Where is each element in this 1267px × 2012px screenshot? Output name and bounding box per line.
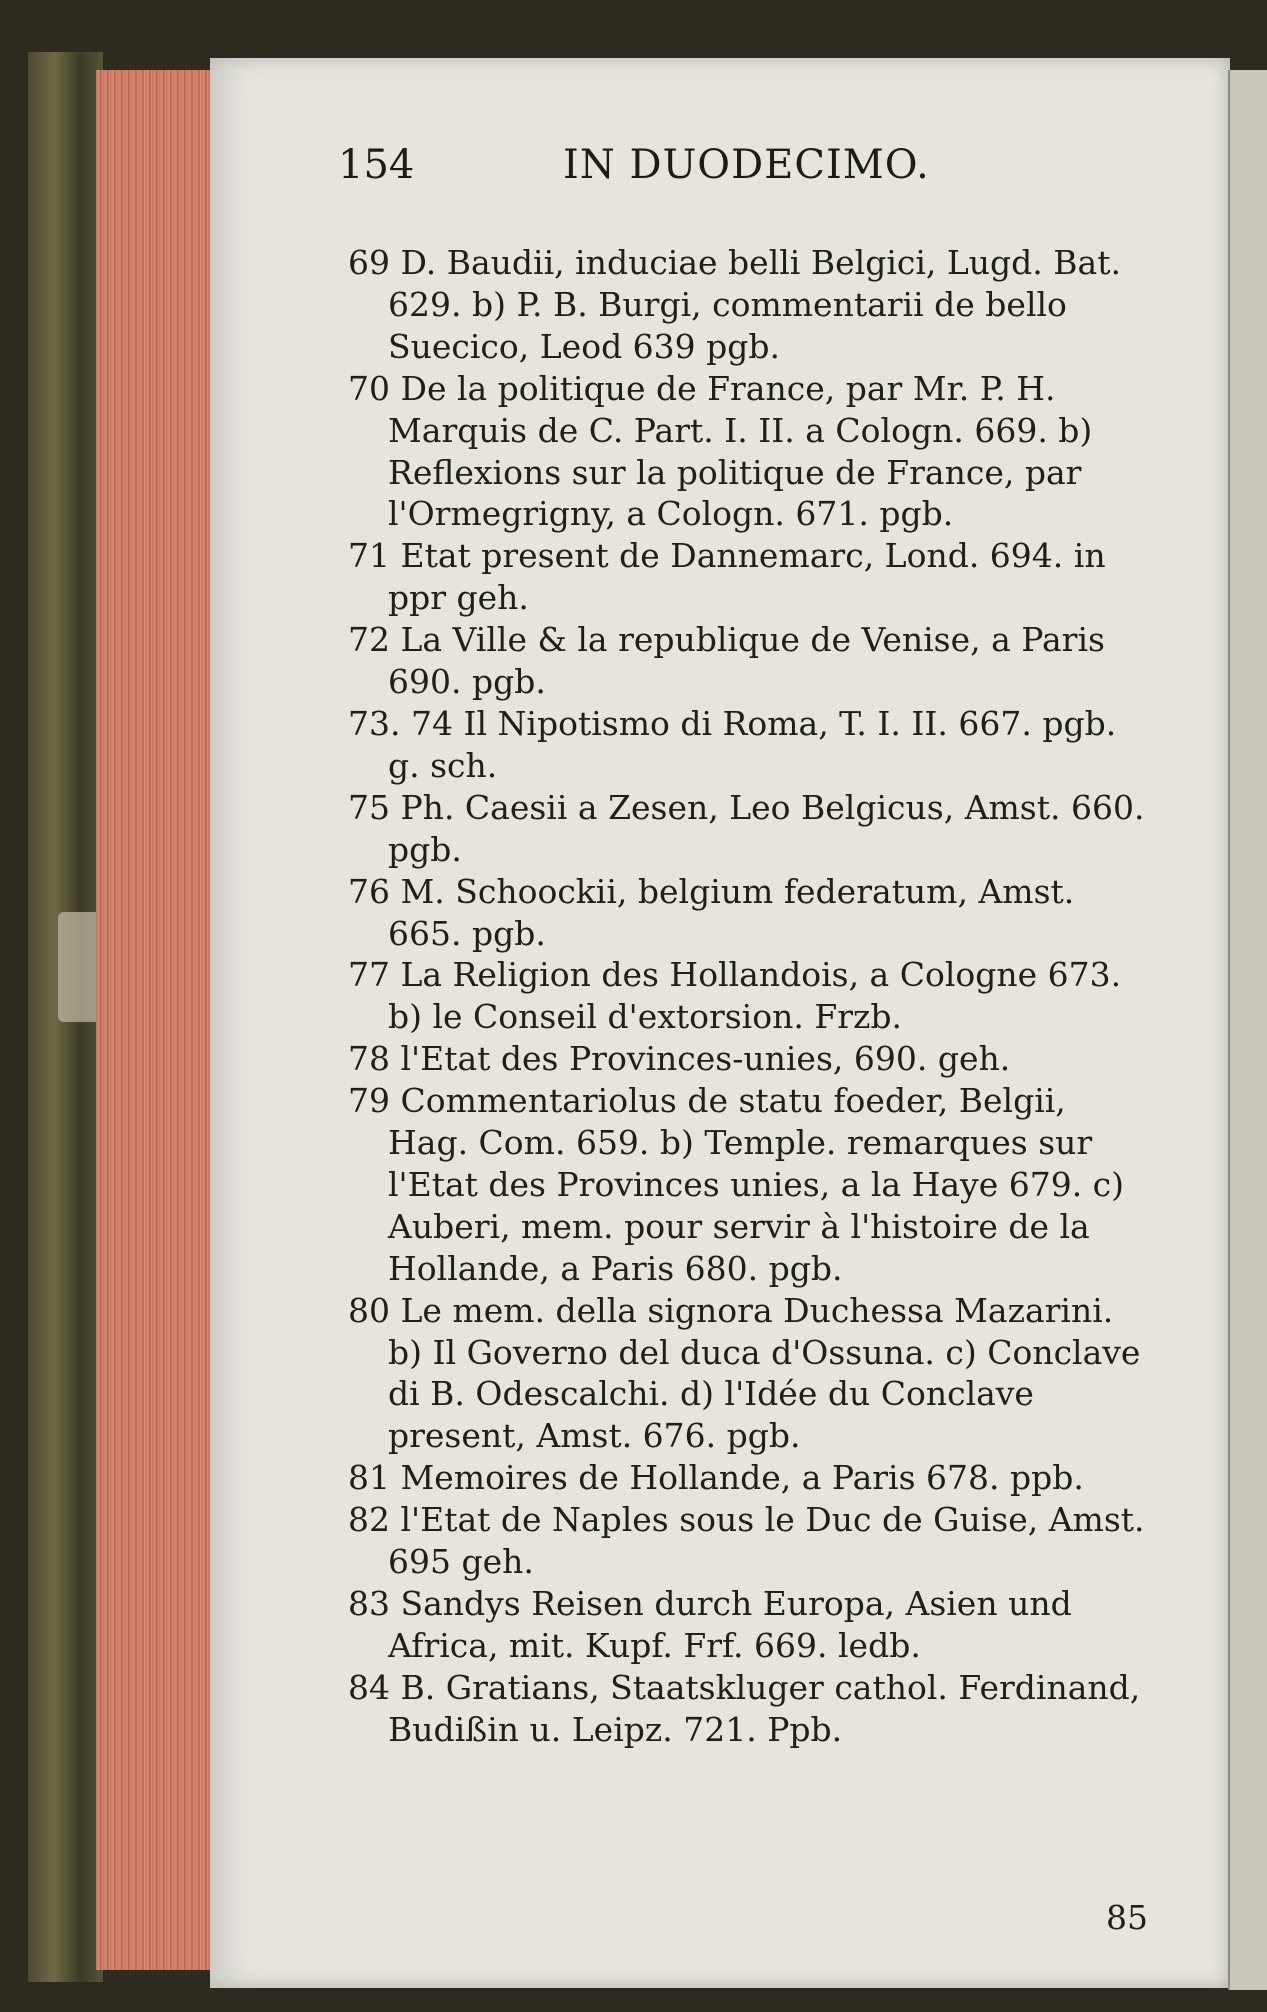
catalog-entry: 73. 74 Il Nipotismo di Roma, T. I. II. 667. pgb. g. sch.	[348, 703, 1117, 785]
catalog-entries	[348, 242, 1148, 1751]
catchword: 85	[1106, 1898, 1148, 1937]
catalog-entry: 79 Commentariolus de statu foeder, Belgii, Hag. Com. 659. b) Temple. remarques sur l'Etat des Provinces unies, a la Haye 679. c) Auberi, mem. pour servir à l'histoire de la Hollande, a Paris 680. pgb.	[348, 1081, 1125, 1288]
page-number: 154	[338, 142, 415, 188]
catalog-entry: 76 M. Schoockii, belgium federatum, Amst. 665. pgb.	[348, 871, 1075, 953]
running-title: IN DUODECIMO.	[563, 142, 930, 188]
catalog-entry: 82 l'Etat de Naples sous le Duc de Guise, Amst. 695 geh.	[348, 1500, 1145, 1582]
catalog-entry: 71 Etat present de Dannemarc, Lond. 694. in ppr geh.	[348, 536, 1106, 618]
catalog-entry: 77 La Religion des Hollandois, a Cologne 673. b) le Conseil d'extorsion. Frzb.	[348, 955, 1122, 1037]
catalog-entry: 81 Memoires de Hollande, a Paris 678. ppb.	[348, 1458, 1084, 1498]
facing-page-edge	[1228, 70, 1267, 1990]
page-edges	[96, 70, 211, 1970]
catalog-entry: 80 Le mem. della signora Duchessa Mazarini. b) Il Governo del duca d'Ossuna. c) Conclave di B. Odescalchi. d) l'Idée du Conclave present, Amst. 676. pgb.	[348, 1290, 1141, 1456]
catalog-entry: 78 l'Etat des Provinces-unies, 690. geh.	[348, 1039, 1011, 1079]
catalog-entry: 83 Sandys Reisen durch Europa, Asien und Africa, mit. Kupf. Frf. 669. ledb.	[348, 1584, 1072, 1665]
catalog-entry: 72 La Ville & la republique de Venise, a Paris 690. pgb.	[348, 620, 1105, 702]
catalog-entry: 75 Ph. Caesii a Zesen, Leo Belgicus, Amst. 660. pgb.	[348, 787, 1145, 869]
catalog-entry: 69 D. Baudii, induciae belli Belgici, Lugd. Bat. 629. b) P. B. Burgi, commentarii de bello Suecico, Leod 639 pgb.	[348, 243, 1121, 366]
catalog-entry: 70 De la politique de France, par Mr. P. H. Marquis de C. Part. I. II. a Cologn. 669. b) Reflexions sur la politique de France, par l'Ormegrigny, a Cologn. 671. pgb.	[348, 368, 1093, 534]
catalog-entry: 84 B. Gratians, Staatskluger cathol. Ferdinand, Budißin u. Leipz. 721. Ppb.	[348, 1667, 1141, 1749]
page-header	[338, 142, 1208, 202]
marbled-cover	[28, 52, 103, 1982]
